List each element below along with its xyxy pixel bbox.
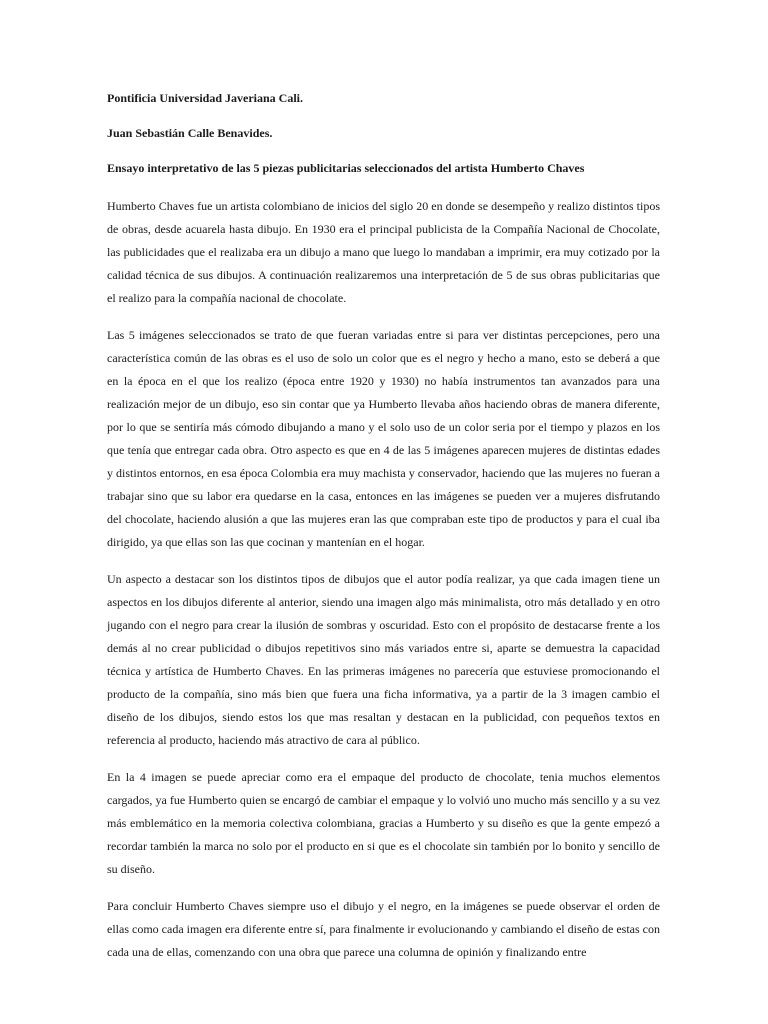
paragraph-5: Para concluir Humberto Chaves siempre uso el dibujo y el negro, en la imágenes se puede observar el orden de ellas como cada imagen era diferente entre sí, para finalmente ir evolucionando y cambiando el diseño de estas con cada una de ellas, comenzando con una obra que parece una columna de opinión y finalizando entre [107,899,660,959]
paragraph-1: Humberto Chaves fue un artista colombiano de inicios del siglo 20 en donde se desempeño y realizo distintos tipos de obras, desde acuarela hasta dibujo. En 1930 era el principal publicista de la Compañía Nacional de Chocolate, las publicidades que el realizaba era un dibujo a mano que luego lo mandaban a imprimir, era muy cotizado por la calidad técnica de sus dibujos. A continuación realizaremos una interpretación de 5 de sus obras publicitarias que el realizo para la compañía nacional de chocolate. [107,199,660,305]
essay-title: Ensayo interpretativo de las 5 piezas publicitarias seleccionados del artista Humberto Chaves [107,161,585,175]
paragraph-2: Las 5 imágenes seleccionados se trato de que fueran variadas entre si para ver distintas percepciones, pero una característica común de las obras es el uso de solo un color que es el negro y hecho a mano, esto se deberá a que en la época en el que los realizo (época entre 1920 y 1930) no había instrumentos tan avanzados para una realización mejor de un dibujo, eso sin contar que ya Humberto llevaba años haciendo obras de manera diferente, por lo que se sentiría más cómodo dibujando a mano y el solo uso de un color seria por el tiempo y plazos en los que tenía que entregar cada obra. Otro aspecto es que en 4 de las 5 imágenes aparecen mujeres de distintas edades y distintos entornos, en esa época Colombia era muy machista y conservador, haciendo que las mujeres no fueran a trabajar sino que su labor era quedarse en la casa, entonces en las imágenes se pueden ver a mujeres disfrutando del chocolate, haciendo alusión a que las mujeres eran las que compraban este tipo de productos y para el cual iba dirigido, ya que ellas son las que cocinan y mantenían en el hogar. [107,328,660,549]
university-heading: Pontificia Universidad Javeriana Cali. [107,91,303,105]
paragraph-3: Un aspecto a destacar son los distintos tipos de dibujos que el autor podía realizar, ya que cada imagen tiene un aspectos en los dibujos diferente al anterior, siendo una imagen algo más minimalista, otro más detallado y en otro jugando con el negro para crear la ilusión de sombras y oscuridad. Esto con el propósito de destacarse frente a los demás al no crear publicidad o dibujos repetitivos sino más variados entre si, aparte se demuestra la capacidad técnica y artística de Humberto Chaves. En las primeras imágenes no parecería que estuviese promocionando el producto de la compañía, sino más bien que fuera una ficha informativa, ya a partir de la 3 imagen cambio el diseño de los dibujos, siendo estos los que mas resaltan y destacan en la publicidad, con pequeños textos en referencia al producto, haciendo más atractivo de cara al público. [107,572,660,747]
paragraph-4: En la 4 imagen se puede apreciar como era el empaque del producto de chocolate, tenia muchos elementos cargados, ya fue Humberto quien se encargó de cambiar el empaque y lo volvió uno mucho más sencillo y a su vez más emblemático en la memoria colectiva colombiana, gracias a Humberto y su diseño es que la gente empezó a recordar también la marca no solo por el producto en si que es el chocolate sin también por lo bonito y sencillo de su diseño. [107,770,660,876]
author-heading: Juan Sebastián Calle Benavides. [107,126,273,140]
